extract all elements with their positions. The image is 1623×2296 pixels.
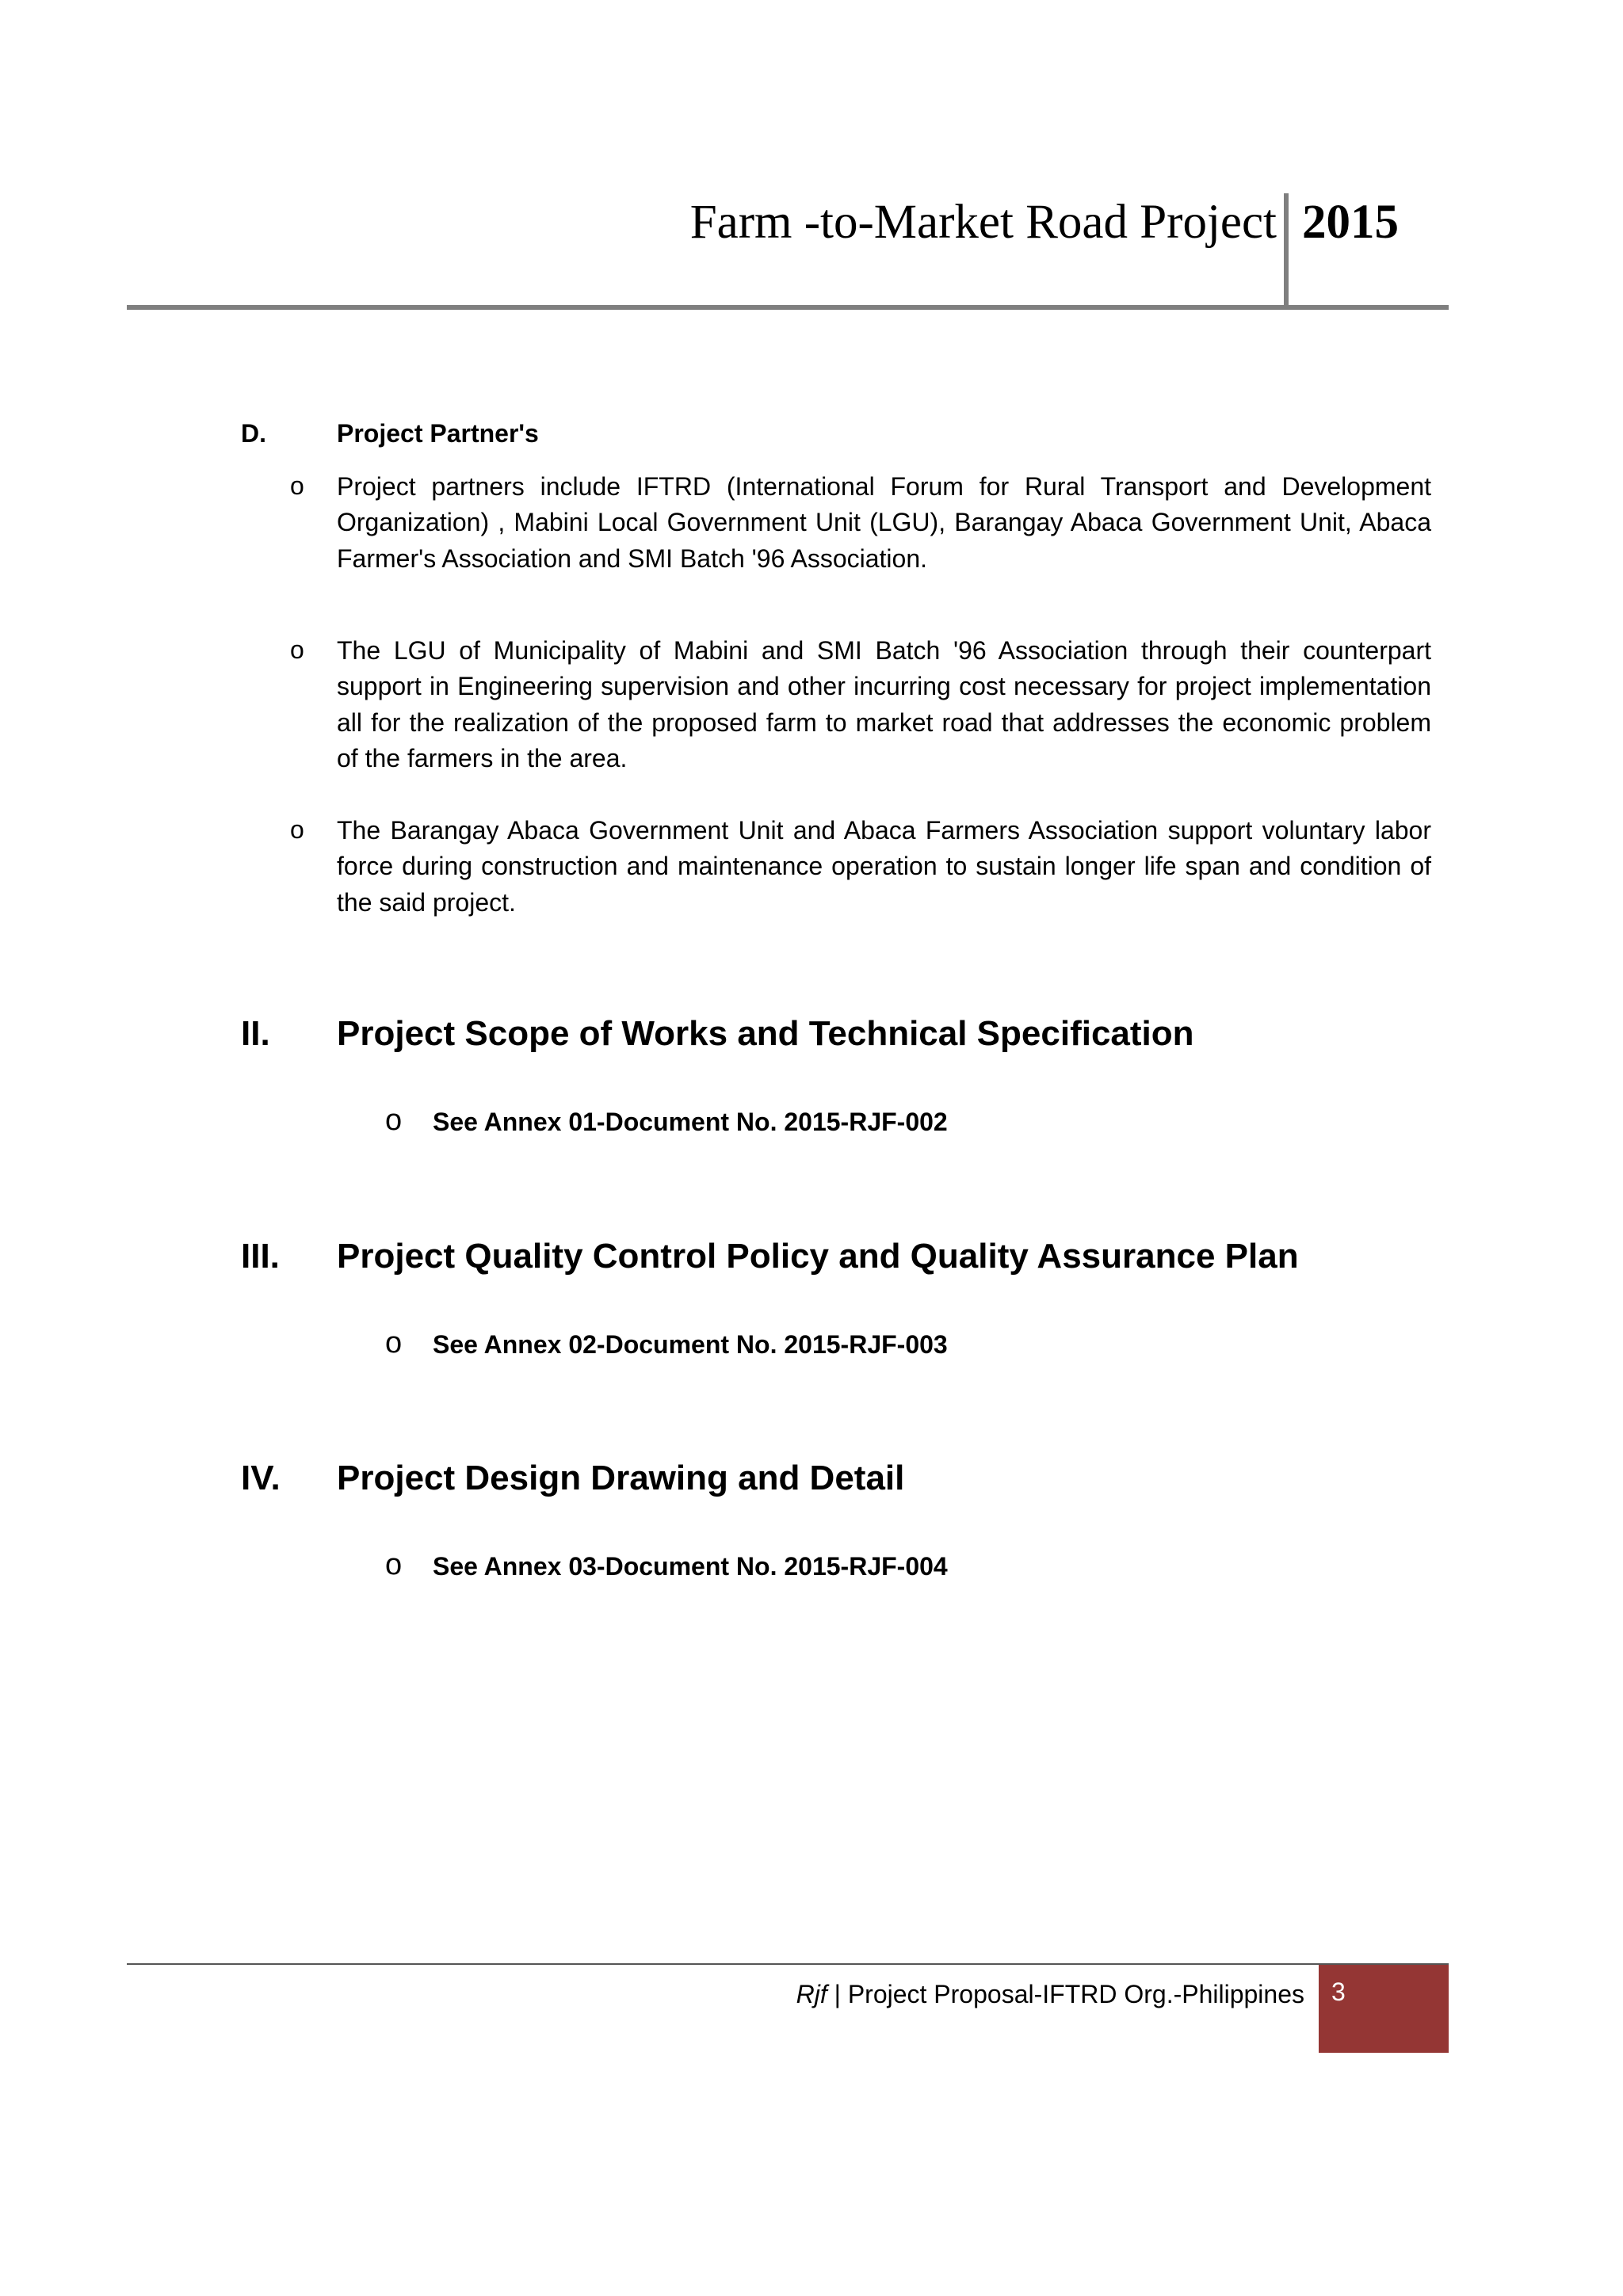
annex-bullet: o	[385, 1104, 403, 1137]
bullet-marker: o	[290, 815, 304, 844]
footer-text: Project Proposal-IFTRD Org.-Philippines	[847, 1980, 1304, 2008]
header-rule	[127, 305, 1449, 310]
annex-bullet: o	[385, 1326, 403, 1360]
section-number: II.	[241, 1014, 270, 1053]
page-number: 3	[1331, 1978, 1346, 2006]
partner-paragraph-1: Project partners include IFTRD (International Forum for Rural Transport and Development Organization) , Mabini Local Government Unit (LGU), Barangay Abaca Government Unit, Abaca Farmer's Association and SMI Batch '96 Association.	[337, 472, 1431, 573]
footer-caption	[796, 1978, 1304, 2010]
footer-rule	[127, 1963, 1449, 1965]
subsection-marker: D.	[241, 419, 266, 448]
bullet-marker: o	[290, 471, 304, 500]
header-title: Farm -to-Market Road Project	[689, 196, 1277, 249]
bullet-marker: o	[290, 635, 304, 664]
header-year: 2015	[1302, 196, 1399, 249]
section-title: Project Quality Control Policy and Quality Assurance Plan	[337, 1237, 1299, 1276]
section-title: Project Design Drawing and Detail	[337, 1459, 905, 1497]
page-number-box	[1319, 1965, 1449, 2053]
section-number: IV.	[241, 1459, 281, 1497]
section-title: Project Scope of Works and Technical Specification	[337, 1014, 1194, 1053]
annex-reference: See Annex 02-Document No. 2015-RJF-003	[433, 1330, 948, 1359]
header-divider	[1284, 193, 1289, 310]
annex-reference: See Annex 03-Document No. 2015-RJF-004	[433, 1552, 948, 1581]
partner-paragraph-3: The Barangay Abaca Government Unit and Abaca Farmers Association support voluntary labor force during construction and maintenance operation to sustain longer life span and condition of the said project.	[337, 816, 1431, 917]
annex-bullet: o	[385, 1548, 403, 1581]
footer-separator: |	[827, 1980, 848, 2008]
partner-paragraph-2: The LGU of Municipality of Mabini and SMI Batch '96 Association through their counterpart support in Engineering supervision and other incurring cost necessary for project implementation all for the realization of the proposed farm to market road that addresses the economic problem of the farmers in the area.	[337, 636, 1431, 773]
annex-reference: See Annex 01-Document No. 2015-RJF-002	[433, 1108, 948, 1136]
subsection-title: Project Partner's	[337, 419, 539, 448]
footer-author: Rjf	[796, 1980, 827, 2008]
section-number: III.	[241, 1237, 280, 1276]
